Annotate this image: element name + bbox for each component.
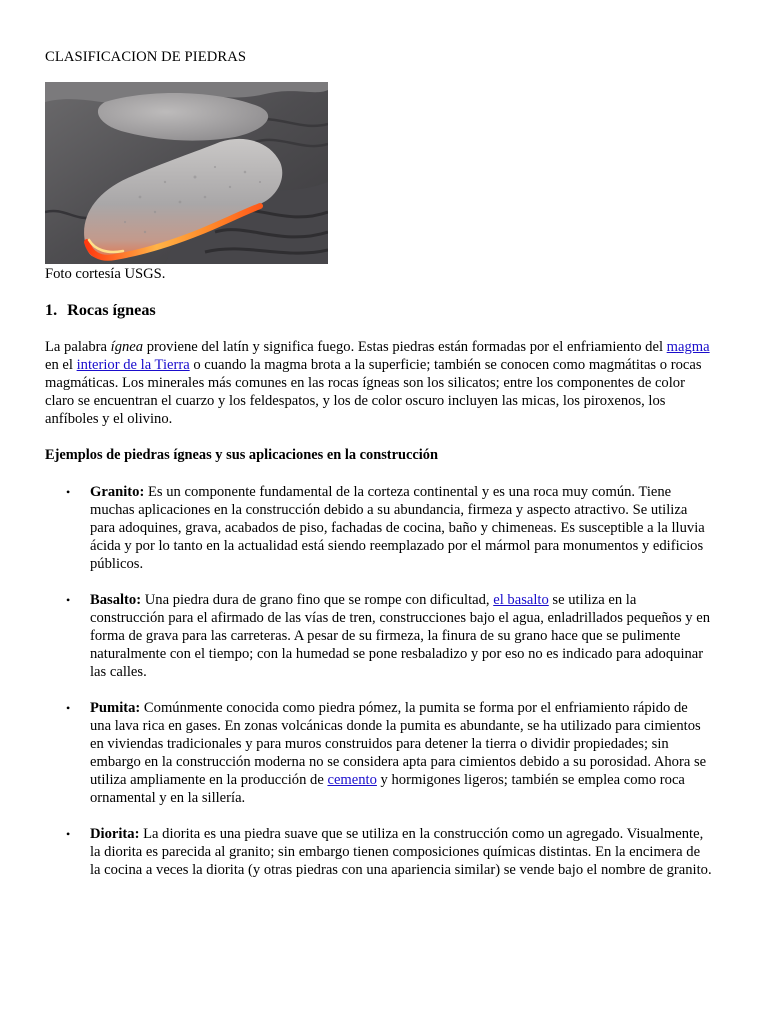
item-text: y hormigones ligeros; también se emplea como roca ornamental y en la sillería. bbox=[90, 772, 685, 806]
intro-paragraph bbox=[45, 338, 713, 428]
list-item-basalto bbox=[45, 591, 712, 681]
item-text: La diorita es una piedra suave que se utiliza en la construcción como un agregado. Visualmente, la diorita es parecida al granito; sin embargo tienen composiciones químicas distintas. En la encimera de la cocina a veces la diorita (y otras piedras con una apariencia similar) se vende bajo el nombre de granito. bbox=[90, 826, 712, 878]
lava-photo bbox=[45, 82, 328, 264]
section-title: Rocas ígneas bbox=[67, 301, 156, 319]
term-label: Pumita: bbox=[90, 700, 141, 716]
bullet-icon: • bbox=[66, 701, 71, 715]
list-item-granito bbox=[45, 483, 712, 573]
cemento-link[interactable]: cemento bbox=[327, 772, 377, 788]
document-title: CLASIFICACION DE PIEDRAS bbox=[45, 49, 247, 65]
examples-heading: Ejemplos de piedras ígneas y sus aplicaciones en la construcción bbox=[45, 447, 438, 463]
interior-tierra-link[interactable]: interior de la Tierra bbox=[76, 357, 190, 373]
basalto-link[interactable]: el basalto bbox=[493, 592, 549, 608]
intro-text: La palabra bbox=[45, 339, 111, 355]
item-text: Es un componente fundamental de la corteza continental y es una roca muy común. Tiene muchas aplicaciones en la construcción debido a su abundancia, firmeza y aspecto atractivo. Se utiliza para adoquines, grava, acabados de piso, fachadas de cocina, baño y chimeneas. Es susceptible a la lluvia ácida y por lo tanto en la actualidad está siendo reemplazado por el mármol para monumentos y edificios públicos. bbox=[90, 484, 705, 572]
intro-text: o cuando la magma brota a la superficie; también se conocen como magmátitas o rocas magmáticas. Los minerales más comunes en las rocas ígneas son los silicatos; entre los componentes de color claro se encuentran el cuarzo y los feldespatos, y los de color oscuro incluyen las micas, los piroxenos, los anfíboles y el olivino. bbox=[45, 357, 702, 427]
magma-link[interactable]: magma bbox=[666, 339, 710, 355]
photo-caption: Foto cortesía USGS. bbox=[45, 266, 166, 282]
bullet-icon: • bbox=[66, 593, 71, 607]
section-heading bbox=[45, 300, 156, 320]
item-text: Comúnmente conocida como piedra pómez, la pumita se forma por el enfriamiento rápido de una lava rica en gases. En zonas volcánicas donde la pumita es abundante, se ha utilizado para cimientos en viviendas tradicionales y para muros construidos para detener la tierra o dividir propiedades; sin embargo en la construcción moderna no se considera apta para cimientos debido a su porosidad. Ahora se utiliza ampliamente en la producción de bbox=[90, 700, 707, 788]
term-label: Diorita: bbox=[90, 826, 140, 842]
bullet-icon: • bbox=[66, 485, 71, 499]
list-item-pumita bbox=[45, 699, 712, 807]
intro-text: proviene del latín y significa fuego. Estas piedras están formadas por el enfriamiento del bbox=[143, 339, 667, 355]
intro-emphasis: ígnea bbox=[110, 339, 144, 355]
section-number: 1. bbox=[45, 301, 58, 319]
term-label: Basalto: bbox=[90, 592, 142, 608]
item-text: se utiliza en la construcción para el afirmado de las vías de tren, construcciones bajo el agua, enladrillados pequeños y en forma de grava para las carreteras. A pesar de su firmeza, la finura de su grano hace que se pulimente naturalmente con el tiempo; con la humedad se pone resbaladizo y por eso no es indicado para adoquinar las calles. bbox=[90, 592, 711, 680]
list-item-diorita bbox=[45, 825, 712, 879]
intro-text: en el bbox=[45, 357, 77, 373]
item-text: Una piedra dura de grano fino que se rompe con dificultad, bbox=[141, 592, 494, 608]
examples-list bbox=[45, 483, 725, 897]
term-label: Granito: bbox=[90, 484, 145, 500]
bullet-icon: • bbox=[66, 827, 71, 841]
